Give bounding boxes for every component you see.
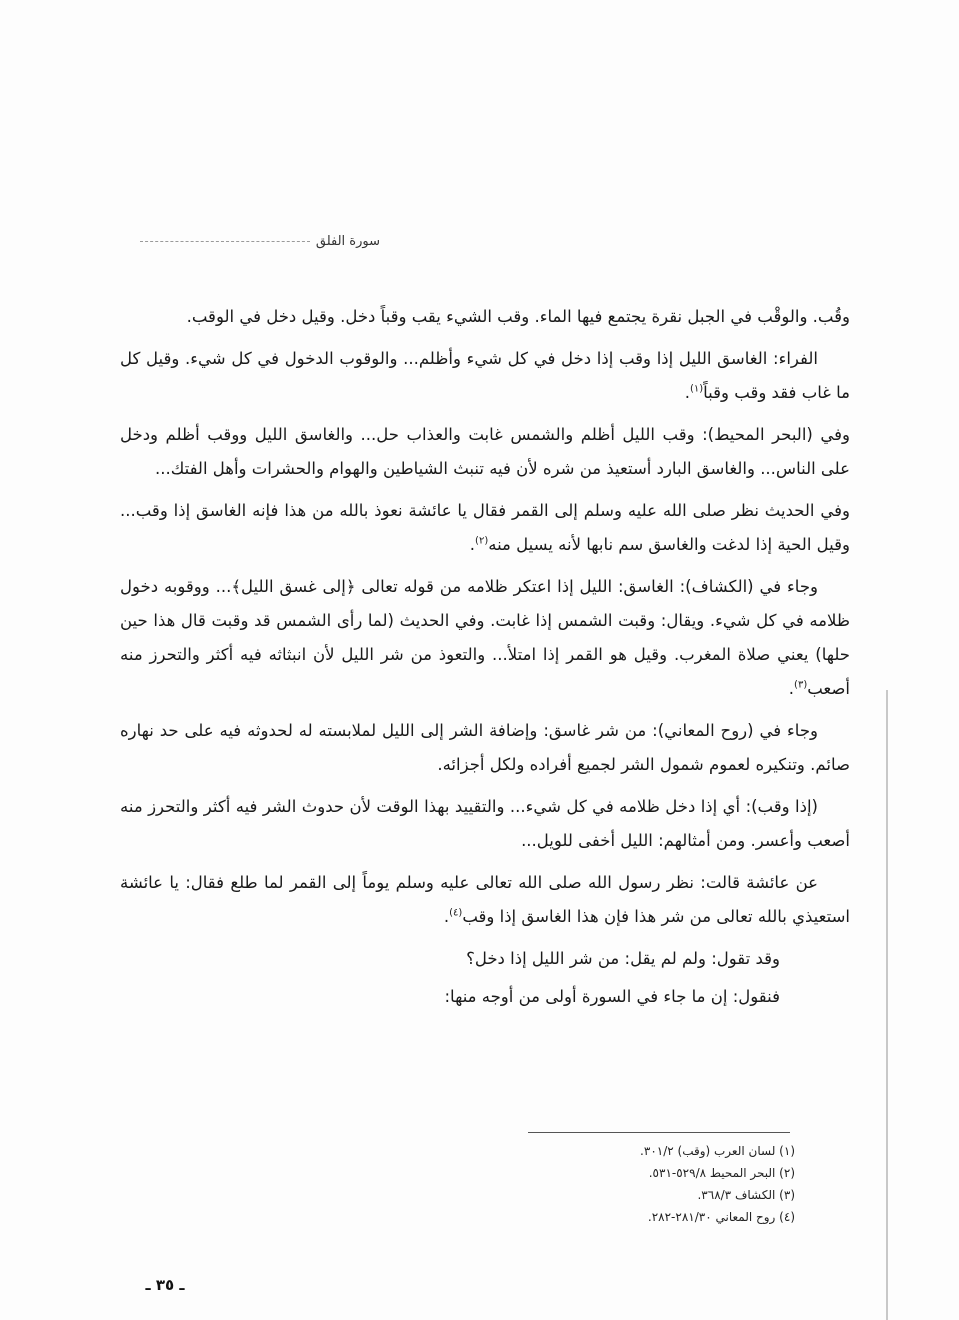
footnote-marker: (٤) bbox=[449, 907, 463, 919]
paragraph-text: (إذا وقب): أي إذا دخل ظلامه في كل شيء... والتقييد بهذا الوقت لأن حدوث الشر فيه أكثر والتحرز منه أصعب وأعسر. ومن أمثالهم: الليل أخفى للويل... bbox=[120, 797, 850, 850]
paragraph-text: وقُب. والوقْب في الجبل نقرة يجتمع فيها الماء. وقب الشيء يقب وقباً دخل. وقيل دخل في الوقب. bbox=[186, 307, 850, 326]
footnote: (٤) روح المعاني ٢٨١/٣٠-٢٨٢. bbox=[647, 1210, 795, 1224]
paragraph-text: عن عائشة قالت: نظر رسول الله صلى الله تعالى عليه وسلم يوماً إلى القمر لما طلع فقال: يا عائشة استعيذي بالله تعالى من شر هذا فإن هذا الغاسق إذا وقب bbox=[120, 873, 850, 926]
page-number: ـ ٣٥ ـ bbox=[145, 1276, 185, 1294]
paragraph-text: الفراء: الغاسق الليل إذا وقب إذا دخل في كل شيء وأظلم... والوقوب الدخول في كل شيء. وقيل كل ما غاب فقد وقب وقباً bbox=[120, 349, 850, 402]
body-text bbox=[120, 300, 850, 1018]
footnote-separator bbox=[528, 1132, 790, 1133]
paragraph bbox=[120, 714, 850, 782]
paragraph-text: وفي الحديث نظر صلى الله عليه وسلم إلى القمر فقال يا عائشة نعوذ بالله من هذا فإنه الغاسق إذا وقب... وقيل الحية إذا لدغت والغاسق سم نابها لأنه يسيل منه bbox=[120, 501, 850, 554]
header-title: سورة الفلق bbox=[315, 233, 380, 249]
question-line: وقد تقول: ولم لم يقل: من شر الليل إذا دخل؟ bbox=[466, 949, 780, 968]
paragraph bbox=[120, 300, 850, 334]
footnote: (٣) الكشاف ٣٦٨/٣. bbox=[697, 1188, 795, 1202]
paragraph: وفي الحديث نظر صلى الله عليه وسلم إلى القمر فقال يا عائشة نعوذ بالله من هذا فإنه الغاسق إذا وقب... وقيل الحية إذا لدغت والغاسق سم نابها لأنه يسيل منه$^{(٢)}$. bbox=[120, 501, 850, 554]
paragraph: وجاء في (الكشاف): الغاسق: الليل إذا اعتكر ظلامه من قوله تعالى ﴿إلى غسق الليل﴾... ووقوبه دخول ظلامه في كل شيء. ويقال: وقبت الشمس إذا غابت. وفي الحديث (لما رأى الشمس قد وقبت قال هذا حين حلها) يعني صلاة المغرب. وقيل هو القمر إذا امتلأ... والتعوذ من شر الليل لأن انبثاثه فيه أكثر والتحرز منه أصعب$^{(٣)}$. bbox=[120, 577, 850, 698]
footnote-marker: (١) bbox=[689, 383, 704, 395]
paragraph-text: وفي (البحر المحيط): وقب الليل أظلم والشمس غابت والعذاب حل... والغاسق الليل ووقب أظلم ودخل على الناس... والغاسق البارد أستعيذ من شره لأن فيه تنبث الشياطين والهوام والحشرات وأهل الفتك... bbox=[120, 425, 850, 478]
running-header bbox=[140, 228, 380, 254]
paragraph bbox=[120, 790, 850, 858]
paragraph: عن عائشة قالت: نظر رسول الله صلى الله تعالى عليه وسلم يوماً إلى القمر لما طلع فقال: يا عائشة استعيذي بالله تعالى من شر هذا فإن هذا الغاسق إذا وقب$^{(٤)}$. bbox=[120, 873, 850, 926]
paragraph bbox=[120, 418, 850, 486]
paragraph-text: وجاء في (الكشاف): الغاسق: الليل إذا اعتكر ظلامه من قوله تعالى ﴿إلى غسق الليل﴾... ووقوبه دخول ظلامه في كل شيء. ويقال: وقبت الشمس إذا غابت. وفي الحديث (لما رأى الشمس قد وقبت قال هذا حين حلها) يعني صلاة المغرب. وقيل هو القمر إذا امتلأ... والتعوذ من شر الليل لأن انبثاثه فيه أكثر والتحرز منه أصعب bbox=[120, 577, 850, 698]
header-rule bbox=[140, 241, 310, 242]
question-line: فنقول: إن ما جاء في السورة أولى من أوجه منها: bbox=[444, 987, 780, 1006]
footnotes bbox=[500, 1140, 795, 1228]
footnote-marker: (٢) bbox=[475, 535, 489, 547]
footnote: (٢) البحر المحيط ٥٢٩/٨-٥٣١. bbox=[648, 1166, 795, 1180]
scan-artifact-line bbox=[886, 690, 888, 1320]
footnote-marker: (٣) bbox=[794, 679, 808, 691]
paragraph: الفراء: الغاسق الليل إذا وقب إذا دخل في كل شيء وأظلم... والوقوب الدخول في كل شيء. وقيل كل ما غاب فقد وقب وقباً$^{(١)}$. bbox=[120, 349, 850, 402]
footnote: (١) لسان العرب (وقب) ٣٠١/٢. bbox=[640, 1144, 795, 1158]
paragraph-text: وجاء في (روح المعاني): من شر غاسق: وإضافة الشر إلى الليل لملابسته له لحدوثه فيه على حد نهاره صائم. وتنكيره لعموم شمول الشر لجميع أفراده ولكل أجزائه. bbox=[120, 721, 850, 774]
